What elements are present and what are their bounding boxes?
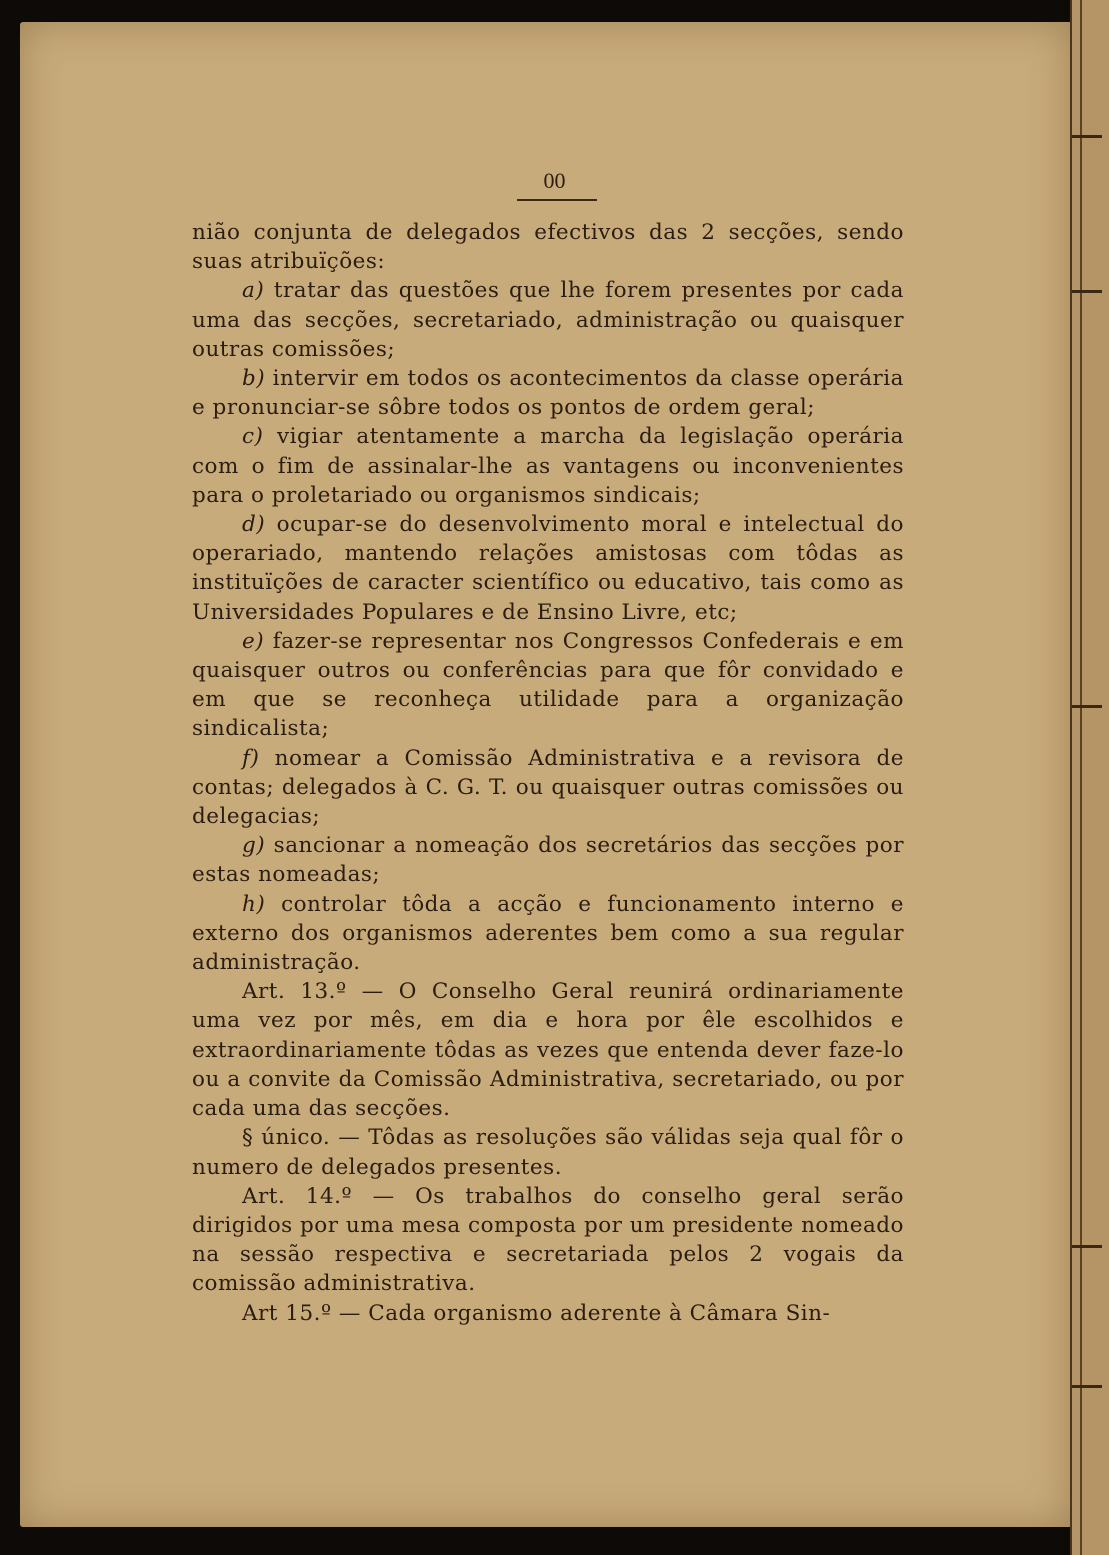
paragraph-text: Art. 13.º — O Conselho Geral reunirá ordinariamente uma vez por mês, em dia e hora por êle escolhidos e extraordinariamente tôdas as vezes que entenda dever faze-lo ou a convite da Comissão Administrativa, secretariado, ou por cada uma das secções. bbox=[192, 979, 904, 1122]
paragraph-text: Art 15.º — Cada organismo aderente à Câmara Sin- bbox=[242, 1300, 831, 1326]
edge-mark bbox=[1072, 290, 1102, 293]
body-text bbox=[192, 218, 904, 1328]
paragraph-text: ocupar-se do desenvolvimento moral e intelectual do operariado, mantendo relações amistosas com tôdas as instituïções de caracter scientífico ou educativo, tais como as Universidades Populares e de Ensino Livre, etc; bbox=[192, 512, 904, 625]
page-number-rule bbox=[517, 199, 597, 201]
paragraph bbox=[192, 510, 904, 627]
edge-mark bbox=[1072, 705, 1102, 708]
edge-mark bbox=[1072, 135, 1102, 138]
paragraph bbox=[192, 744, 904, 832]
paragraph-text: tratar das questões que lhe forem presentes por cada uma das secções, secretariado, administração ou quaisquer outras comissões; bbox=[192, 278, 904, 362]
paragraph bbox=[192, 218, 904, 276]
paragraph bbox=[192, 422, 904, 510]
item-label: c) bbox=[242, 424, 264, 450]
edge-line bbox=[1080, 0, 1082, 1555]
paragraph bbox=[192, 1182, 904, 1299]
edge-mark bbox=[1072, 1385, 1102, 1388]
item-label: a) bbox=[242, 278, 265, 304]
paragraph bbox=[192, 1123, 904, 1181]
paragraph-text: sancionar a nomeação dos secretários das secções por estas nomeadas; bbox=[192, 833, 904, 888]
item-label: d) bbox=[242, 512, 266, 538]
paragraph bbox=[192, 1299, 904, 1328]
item-label: b) bbox=[242, 366, 266, 392]
item-label: g) bbox=[242, 833, 266, 859]
paragraph-text: fazer-se representar nos Congressos Confederais e em quaisquer outros ou conferências para que fôr convidado e em que se reconheça utilidade para a organização sindicalista; bbox=[192, 628, 904, 742]
paragraph bbox=[192, 831, 904, 889]
item-label: e) bbox=[242, 628, 265, 654]
paragraph-text: intervir em todos os acontecimentos da classe operária e pronunciar-se sôbre todos os pontos de ordem geral; bbox=[192, 366, 904, 421]
edge-mark bbox=[1072, 1245, 1102, 1248]
page-edge bbox=[1070, 0, 1109, 1555]
paragraph-text: nomear a Comissão Administrativa e a revisora de contas; delegados à C. G. T. ou quaisquer outras comissões ou delegacias; bbox=[192, 745, 904, 830]
paragraph-text: vigiar atentamente a marcha da legislação operária com o fim de assinalar-lhe as vantagens ou inconvenientes para o proletariado ou organismos sindicais; bbox=[192, 424, 904, 508]
paragraph bbox=[192, 977, 904, 1123]
page-number: 00 bbox=[543, 168, 566, 193]
paragraph bbox=[192, 364, 904, 422]
paragraph-text: controlar tôda a acção e funcionamento interno e externo dos organismos aderentes bem como a sua regular administração. bbox=[192, 891, 904, 976]
paragraph-text: § único. — Tôdas as resoluções são válidas seja qual fôr o numero de delegados presentes. bbox=[192, 1125, 904, 1180]
paragraph-text: nião conjunta de delegados efectivos das 2 secções, sendo suas atribuïções: bbox=[192, 220, 904, 275]
paragraph bbox=[192, 627, 904, 744]
item-label: h) bbox=[242, 891, 266, 917]
item-label: f) bbox=[242, 745, 260, 771]
paragraph bbox=[192, 276, 904, 364]
paragraph bbox=[192, 890, 904, 978]
paragraph-text: Art. 14.º — Os trabalhos do conselho geral serão dirigidos por uma mesa composta por um presidente nomeado na sessão respectiva e secretariada pelos 2 vogais da comissão administrativa. bbox=[192, 1183, 904, 1297]
